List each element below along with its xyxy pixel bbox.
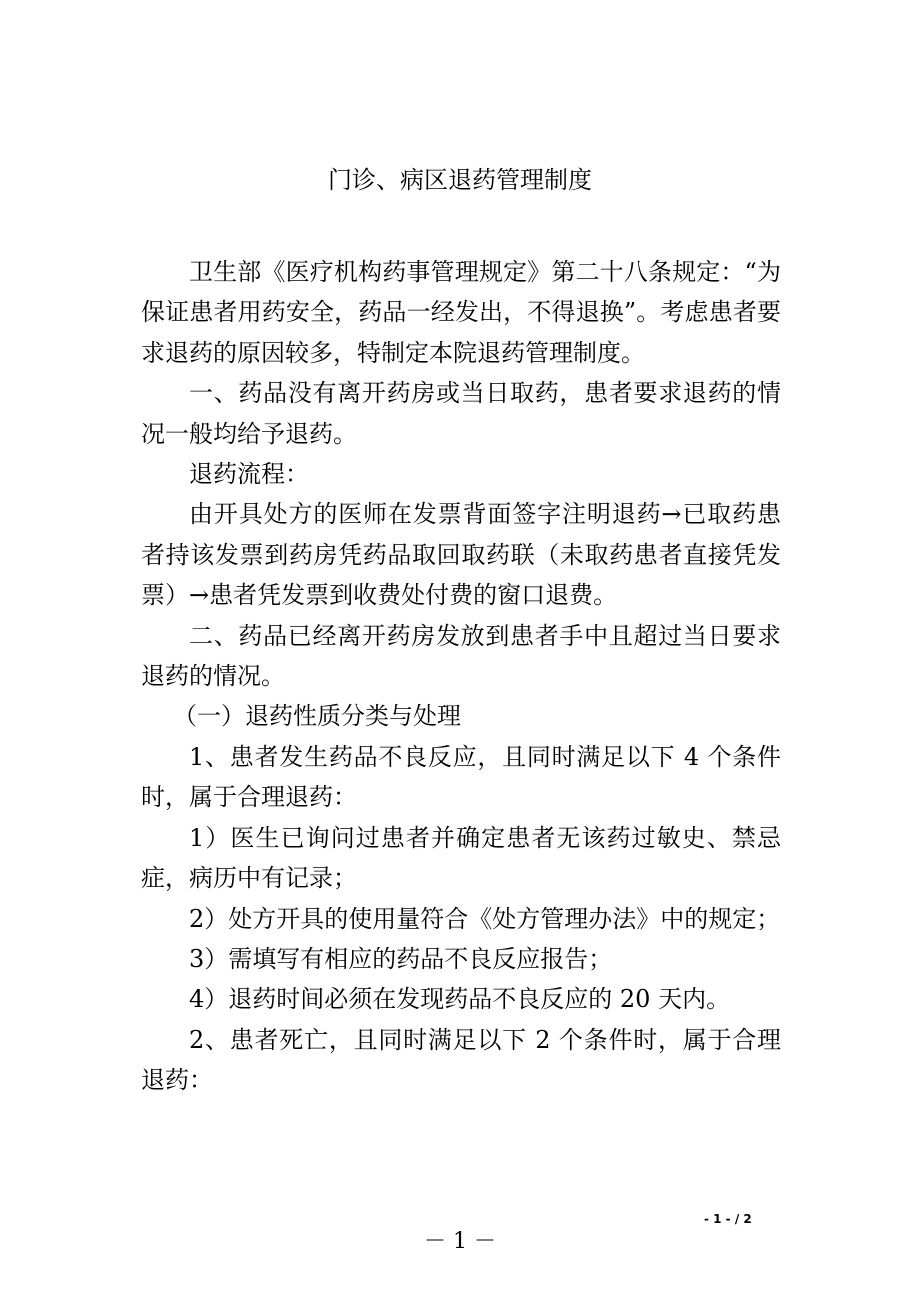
paragraph-intro: 卫生部《医疗机构药事管理规定》第二十八条规定：“为保证患者用药安全，药品一经发出，不得退换”。考虑患者要求退药的原因较多，特制定本院退药管理制度。 xyxy=(141,258,781,367)
document-title: 门诊、病区退药管理制度 xyxy=(328,166,592,194)
paragraph-process: 由开具处方的医师在发票背面签字注明退药→已取药患者持该发票到药房凭药品取回取药联（未取药患者直接凭发票）→患者凭发票到收费处付费的窗口退费。 xyxy=(141,500,781,610)
paragraph-item-2: 2、患者死亡，且同时满足以下 2 个条件时，属于合理退药： xyxy=(141,1025,781,1095)
paragraph-condition-1: 1）医生已询问过患者并确定患者无该药过敏史、禁忌症，病历中有记录； xyxy=(141,823,781,893)
paragraph-condition-3: 3）需填写有相应的药品不良反应报告； xyxy=(189,944,613,973)
paragraph-condition-2: 2）处方开具的使用量符合《处方管理办法》中的规定； xyxy=(189,904,781,933)
paragraph-item-1: 1、患者发生药品不良反应，且同时满足以下 4 个条件时，属于合理退药： xyxy=(141,742,781,812)
paragraph-process-heading: 退药流程： xyxy=(189,460,309,489)
paragraph-section-2: 二、药品已经离开药房发放到患者手中且超过当日要求退药的情况。 xyxy=(141,621,781,691)
document-body xyxy=(141,252,781,1101)
paragraph-subsection-1: （一）退药性质分类与处理 xyxy=(173,702,461,731)
page-number: － 1 － xyxy=(424,1229,496,1254)
paragraph-section-1: 一、药品没有离开药房或当日取药，患者要求退药的情况一般均给予退药。 xyxy=(141,379,781,448)
paragraph-condition-4: 4）退药时间必须在发现药品不良反应的 20 天内。 xyxy=(189,985,731,1014)
page-counter: - 1 - / 2 xyxy=(704,1212,752,1226)
